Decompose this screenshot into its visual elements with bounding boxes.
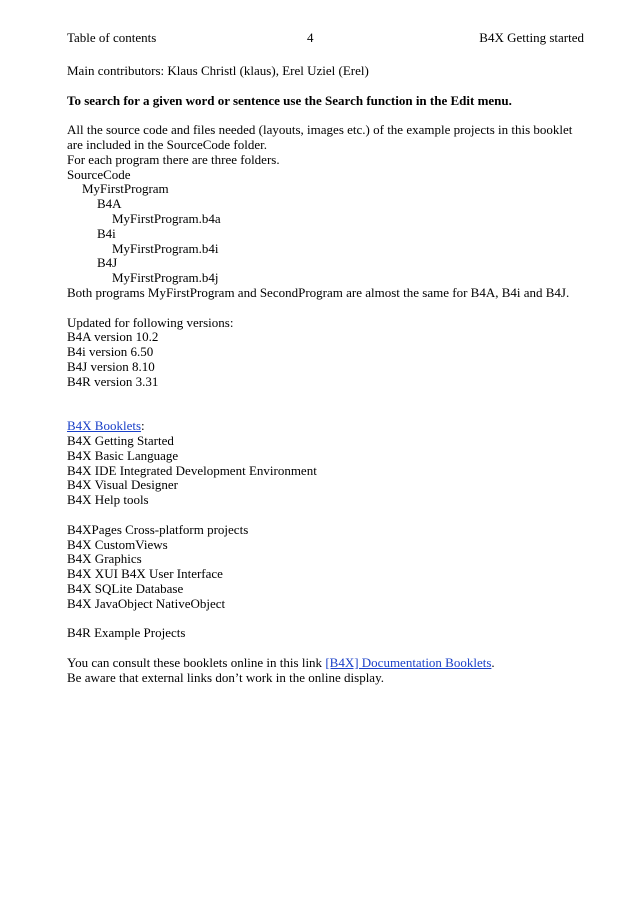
source-intro-line-3: For each program there are three folders. [67,151,280,167]
tree-b4j-folder: B4J [97,255,118,271]
consult-prefix: You can consult these booklets online in this link [67,654,326,670]
page-header [67,31,584,47]
contributors-line: Main contributors: Klaus Christl (klaus), Erel Uziel (Erel) [67,63,369,78]
tree-root: SourceCode [67,166,131,182]
tree-b4j-file: MyFirstProgram.b4j [112,270,219,286]
documentation-booklets-link[interactable]: [B4X] Documentation Booklets [325,654,492,670]
source-intro-line-1: All the source code and files needed (layouts, images etc.) of the example projects in this booklet [67,122,573,138]
booklets-section [67,419,587,641]
booklet-item: B4X CustomViews [67,536,168,552]
both-programs-note: Both programs MyFirstProgram and SecondProgram are almost the same for B4A, B4i and B4J. [67,284,570,300]
tree-b4a-file: MyFirstProgram.b4a [112,210,221,226]
version-item: B4J version 8.10 [67,358,155,374]
consult-suffix: . [491,654,495,670]
version-item: B4R version 3.31 [67,373,159,389]
versions-title: Updated for following versions: [67,314,234,330]
booklets-heading [67,419,587,434]
tree-program: MyFirstProgram [82,181,169,197]
booklet-item: B4X Visual Designer [67,477,178,493]
search-hint: To search for a given word or sentence use the Search function in the Edit menu. [67,92,512,108]
tree-b4i-folder: B4i [97,225,116,241]
booklet-item: B4R Example Projects [67,625,186,641]
booklet-item: B4XPages Cross-platform projects [67,521,249,537]
version-item: B4A version 10.2 [67,329,159,345]
booklet-item: B4X Graphics [67,551,142,567]
folder-tree [67,168,587,286]
booklet-item: B4X Basic Language [67,447,179,463]
version-item: B4i version 6.50 [67,344,154,360]
versions-section [67,316,587,390]
booklet-item: B4X Getting Started [67,432,174,448]
header-page-number: 4 [307,30,314,45]
page-body [67,64,587,685]
booklets-colon: : [141,418,145,434]
external-links-note: Be aware that external links don’t work in the online display. [67,669,384,685]
consult-line [67,656,587,671]
consult-section [67,656,587,686]
source-intro-line-2: are included in the SourceCode folder. [67,136,267,152]
booklets-link[interactable]: B4X Booklets [67,418,142,434]
booklet-item: B4X SQLite Database [67,580,184,596]
header-section-title: Table of contents [67,30,157,45]
tree-b4i-file: MyFirstProgram.b4i [112,240,219,256]
header-book-title: B4X Getting started [479,30,584,45]
booklet-item: B4X JavaObject NativeObject [67,595,226,611]
booklet-item: B4X XUI B4X User Interface [67,566,223,582]
booklet-item: B4X Help tools [67,492,149,508]
booklet-item: B4X IDE Integrated Development Environment [67,462,317,478]
tree-b4a-folder: B4A [97,196,122,212]
